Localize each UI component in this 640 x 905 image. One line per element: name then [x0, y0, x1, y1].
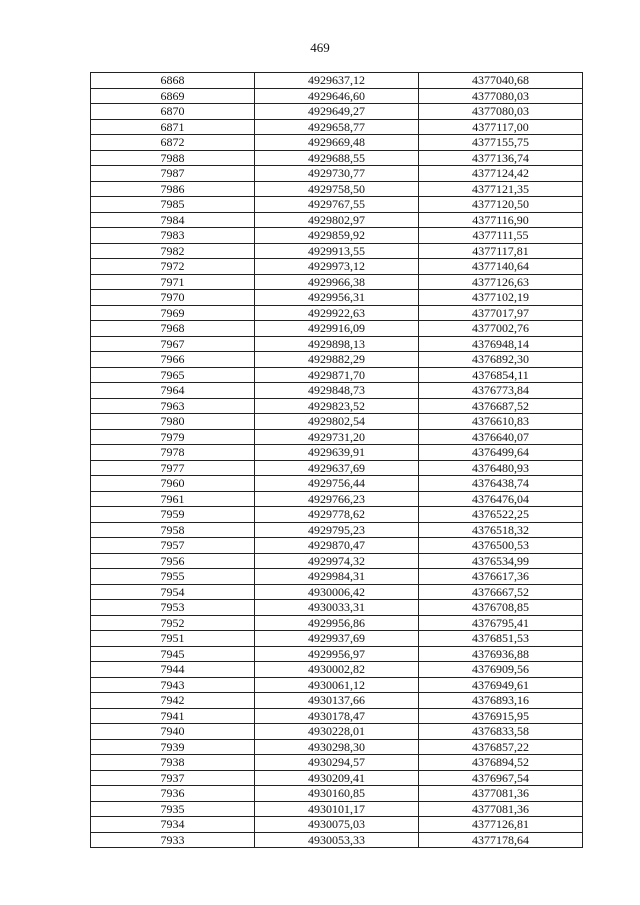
- point-number-cell: 7953: [91, 600, 255, 616]
- y-coordinate-cell: 4376892,30: [419, 352, 583, 368]
- x-coordinate-cell: 4929882,29: [255, 352, 419, 368]
- coordinates-table-body: [91, 73, 583, 848]
- table-row: [91, 569, 583, 585]
- point-number-cell: 7969: [91, 305, 255, 321]
- point-number-cell: 7952: [91, 615, 255, 631]
- x-coordinate-cell: 4929966,38: [255, 274, 419, 290]
- y-coordinate-cell: 4376500,53: [419, 538, 583, 554]
- y-coordinate-cell: 4377120,50: [419, 197, 583, 213]
- y-coordinate-cell: 4376773,84: [419, 383, 583, 399]
- x-coordinate-cell: 4929956,31: [255, 290, 419, 306]
- y-coordinate-cell: 4376534,99: [419, 553, 583, 569]
- table-row: [91, 817, 583, 833]
- table-row: [91, 476, 583, 492]
- table-row: [91, 646, 583, 662]
- y-coordinate-cell: 4376833,58: [419, 724, 583, 740]
- x-coordinate-cell: 4930178,47: [255, 708, 419, 724]
- point-number-cell: 7958: [91, 522, 255, 538]
- x-coordinate-cell: 4929898,13: [255, 336, 419, 352]
- page-number: 469: [310, 40, 330, 55]
- y-coordinate-cell: 4376857,22: [419, 739, 583, 755]
- table-row: [91, 770, 583, 786]
- x-coordinate-cell: 4929859,92: [255, 228, 419, 244]
- y-coordinate-cell: 4376476,04: [419, 491, 583, 507]
- y-coordinate-cell: 4376851,53: [419, 631, 583, 647]
- y-coordinate-cell: 4377136,74: [419, 150, 583, 166]
- x-coordinate-cell: 4929795,23: [255, 522, 419, 538]
- table-row: [91, 181, 583, 197]
- x-coordinate-cell: 4930002,82: [255, 662, 419, 678]
- x-coordinate-cell: 4929658,77: [255, 119, 419, 135]
- point-number-cell: 7954: [91, 584, 255, 600]
- table-row: [91, 786, 583, 802]
- y-coordinate-cell: 4376936,88: [419, 646, 583, 662]
- point-number-cell: 7965: [91, 367, 255, 383]
- point-number-cell: 7960: [91, 476, 255, 492]
- y-coordinate-cell: 4377117,00: [419, 119, 583, 135]
- table-row: [91, 383, 583, 399]
- point-number-cell: 7979: [91, 429, 255, 445]
- point-number-cell: 7945: [91, 646, 255, 662]
- y-coordinate-cell: 4377081,36: [419, 786, 583, 802]
- point-number-cell: 7938: [91, 755, 255, 771]
- point-number-cell: 7940: [91, 724, 255, 740]
- y-coordinate-cell: 4376795,41: [419, 615, 583, 631]
- table-row: [91, 600, 583, 616]
- x-coordinate-cell: 4930294,57: [255, 755, 419, 771]
- point-number-cell: 7959: [91, 507, 255, 523]
- x-coordinate-cell: 4929637,12: [255, 73, 419, 89]
- coordinates-table: [90, 72, 583, 848]
- x-coordinate-cell: 4929688,55: [255, 150, 419, 166]
- table-row: [91, 398, 583, 414]
- point-number-cell: 7944: [91, 662, 255, 678]
- x-coordinate-cell: 4930101,17: [255, 801, 419, 817]
- x-coordinate-cell: 4929802,97: [255, 212, 419, 228]
- x-coordinate-cell: 4929646,60: [255, 88, 419, 104]
- point-number-cell: 7933: [91, 832, 255, 848]
- table-row: [91, 429, 583, 445]
- y-coordinate-cell: 4377080,03: [419, 88, 583, 104]
- point-number-cell: 7934: [91, 817, 255, 833]
- point-number-cell: 7980: [91, 414, 255, 430]
- point-number-cell: 7963: [91, 398, 255, 414]
- table-row: [91, 584, 583, 600]
- table-row: [91, 243, 583, 259]
- table-row: [91, 274, 583, 290]
- table-row: [91, 460, 583, 476]
- y-coordinate-cell: 4377040,68: [419, 73, 583, 89]
- table-row: [91, 615, 583, 631]
- table-row: [91, 491, 583, 507]
- x-coordinate-cell: 4930006,42: [255, 584, 419, 600]
- x-coordinate-cell: 4929870,47: [255, 538, 419, 554]
- point-number-cell: 7937: [91, 770, 255, 786]
- x-coordinate-cell: 4929756,44: [255, 476, 419, 492]
- y-coordinate-cell: 4377080,03: [419, 104, 583, 120]
- x-coordinate-cell: 4929802,54: [255, 414, 419, 430]
- point-number-cell: 7961: [91, 491, 255, 507]
- point-number-cell: 7968: [91, 321, 255, 337]
- point-number-cell: 7987: [91, 166, 255, 182]
- x-coordinate-cell: 4929639,91: [255, 445, 419, 461]
- point-number-cell: 6868: [91, 73, 255, 89]
- point-number-cell: 6872: [91, 135, 255, 151]
- x-coordinate-cell: 4929916,09: [255, 321, 419, 337]
- y-coordinate-cell: 4376854,11: [419, 367, 583, 383]
- point-number-cell: 6869: [91, 88, 255, 104]
- table-row: [91, 414, 583, 430]
- point-number-cell: 7978: [91, 445, 255, 461]
- table-row: [91, 305, 583, 321]
- x-coordinate-cell: 4929871,70: [255, 367, 419, 383]
- x-coordinate-cell: 4929848,73: [255, 383, 419, 399]
- x-coordinate-cell: 4930033,31: [255, 600, 419, 616]
- y-coordinate-cell: 4376894,52: [419, 755, 583, 771]
- y-coordinate-cell: 4377126,81: [419, 817, 583, 833]
- table-row: [91, 259, 583, 275]
- table-row: [91, 150, 583, 166]
- y-coordinate-cell: 4376909,56: [419, 662, 583, 678]
- y-coordinate-cell: 4377002,76: [419, 321, 583, 337]
- x-coordinate-cell: 4929956,97: [255, 646, 419, 662]
- x-coordinate-cell: 4929766,23: [255, 491, 419, 507]
- y-coordinate-cell: 4376438,74: [419, 476, 583, 492]
- x-coordinate-cell: 4929956,86: [255, 615, 419, 631]
- point-number-cell: 7971: [91, 274, 255, 290]
- table-row: [91, 104, 583, 120]
- point-number-cell: 7936: [91, 786, 255, 802]
- point-number-cell: 7943: [91, 677, 255, 693]
- x-coordinate-cell: 4930137,66: [255, 693, 419, 709]
- y-coordinate-cell: 4376480,93: [419, 460, 583, 476]
- table-row: [91, 336, 583, 352]
- table-row: [91, 677, 583, 693]
- y-coordinate-cell: 4377017,97: [419, 305, 583, 321]
- x-coordinate-cell: 4929922,63: [255, 305, 419, 321]
- point-number-cell: 7983: [91, 228, 255, 244]
- x-coordinate-cell: 4930053,33: [255, 832, 419, 848]
- y-coordinate-cell: 4376610,83: [419, 414, 583, 430]
- point-number-cell: 7982: [91, 243, 255, 259]
- point-number-cell: 7986: [91, 181, 255, 197]
- point-number-cell: 7955: [91, 569, 255, 585]
- y-coordinate-cell: 4376640,07: [419, 429, 583, 445]
- table-row: [91, 724, 583, 740]
- point-number-cell: 7964: [91, 383, 255, 399]
- y-coordinate-cell: 4377140,64: [419, 259, 583, 275]
- point-number-cell: 7985: [91, 197, 255, 213]
- table-row: [91, 801, 583, 817]
- y-coordinate-cell: 4377178,64: [419, 832, 583, 848]
- point-number-cell: 7977: [91, 460, 255, 476]
- x-coordinate-cell: 4929973,12: [255, 259, 419, 275]
- point-number-cell: 7941: [91, 708, 255, 724]
- table-row: [91, 739, 583, 755]
- point-number-cell: 7939: [91, 739, 255, 755]
- table-row: [91, 445, 583, 461]
- x-coordinate-cell: 4930298,30: [255, 739, 419, 755]
- y-coordinate-cell: 4377111,55: [419, 228, 583, 244]
- x-coordinate-cell: 4930061,12: [255, 677, 419, 693]
- y-coordinate-cell: 4377117,81: [419, 243, 583, 259]
- y-coordinate-cell: 4377121,35: [419, 181, 583, 197]
- x-coordinate-cell: 4929649,27: [255, 104, 419, 120]
- y-coordinate-cell: 4376915,95: [419, 708, 583, 724]
- table-row: [91, 119, 583, 135]
- x-coordinate-cell: 4929669,48: [255, 135, 419, 151]
- y-coordinate-cell: 4376667,52: [419, 584, 583, 600]
- point-number-cell: 7984: [91, 212, 255, 228]
- point-number-cell: 7951: [91, 631, 255, 647]
- x-coordinate-cell: 4930228,01: [255, 724, 419, 740]
- y-coordinate-cell: 4376948,14: [419, 336, 583, 352]
- x-coordinate-cell: 4929767,55: [255, 197, 419, 213]
- x-coordinate-cell: 4929778,62: [255, 507, 419, 523]
- y-coordinate-cell: 4377124,42: [419, 166, 583, 182]
- x-coordinate-cell: 4929758,50: [255, 181, 419, 197]
- table-row: [91, 88, 583, 104]
- point-number-cell: 7966: [91, 352, 255, 368]
- y-coordinate-cell: 4376617,36: [419, 569, 583, 585]
- x-coordinate-cell: 4929984,31: [255, 569, 419, 585]
- x-coordinate-cell: 4929731,20: [255, 429, 419, 445]
- y-coordinate-cell: 4377155,75: [419, 135, 583, 151]
- table-row: [91, 553, 583, 569]
- table-row: [91, 662, 583, 678]
- table-row: [91, 538, 583, 554]
- table-row: [91, 507, 583, 523]
- x-coordinate-cell: 4930209,41: [255, 770, 419, 786]
- point-number-cell: 7956: [91, 553, 255, 569]
- table-row: [91, 228, 583, 244]
- y-coordinate-cell: 4377102,19: [419, 290, 583, 306]
- table-row: [91, 631, 583, 647]
- table-row: [91, 290, 583, 306]
- x-coordinate-cell: 4929937,69: [255, 631, 419, 647]
- x-coordinate-cell: 4929637,69: [255, 460, 419, 476]
- point-number-cell: 7967: [91, 336, 255, 352]
- x-coordinate-cell: 4929913,55: [255, 243, 419, 259]
- table-row: [91, 522, 583, 538]
- table-row: [91, 693, 583, 709]
- point-number-cell: 6871: [91, 119, 255, 135]
- y-coordinate-cell: 4377081,36: [419, 801, 583, 817]
- y-coordinate-cell: 4377116,90: [419, 212, 583, 228]
- y-coordinate-cell: 4376949,61: [419, 677, 583, 693]
- table-row: [91, 755, 583, 771]
- y-coordinate-cell: 4376687,52: [419, 398, 583, 414]
- x-coordinate-cell: 4929974,32: [255, 553, 419, 569]
- table-row: [91, 352, 583, 368]
- x-coordinate-cell: 4930075,03: [255, 817, 419, 833]
- table-row: [91, 197, 583, 213]
- point-number-cell: 7972: [91, 259, 255, 275]
- y-coordinate-cell: 4376499,64: [419, 445, 583, 461]
- point-number-cell: 7957: [91, 538, 255, 554]
- y-coordinate-cell: 4377126,63: [419, 274, 583, 290]
- point-number-cell: 7970: [91, 290, 255, 306]
- table-row: [91, 321, 583, 337]
- table-row: [91, 212, 583, 228]
- table-row: [91, 367, 583, 383]
- y-coordinate-cell: 4376893,16: [419, 693, 583, 709]
- table-row: [91, 166, 583, 182]
- x-coordinate-cell: 4929823,52: [255, 398, 419, 414]
- point-number-cell: 6870: [91, 104, 255, 120]
- x-coordinate-cell: 4930160,85: [255, 786, 419, 802]
- y-coordinate-cell: 4376518,32: [419, 522, 583, 538]
- table-row: [91, 73, 583, 89]
- table-row: [91, 832, 583, 848]
- y-coordinate-cell: 4376967,54: [419, 770, 583, 786]
- x-coordinate-cell: 4929730,77: [255, 166, 419, 182]
- table-row: [91, 708, 583, 724]
- y-coordinate-cell: 4376522,25: [419, 507, 583, 523]
- y-coordinate-cell: 4376708,85: [419, 600, 583, 616]
- point-number-cell: 7988: [91, 150, 255, 166]
- table-row: [91, 135, 583, 151]
- point-number-cell: 7935: [91, 801, 255, 817]
- point-number-cell: 7942: [91, 693, 255, 709]
